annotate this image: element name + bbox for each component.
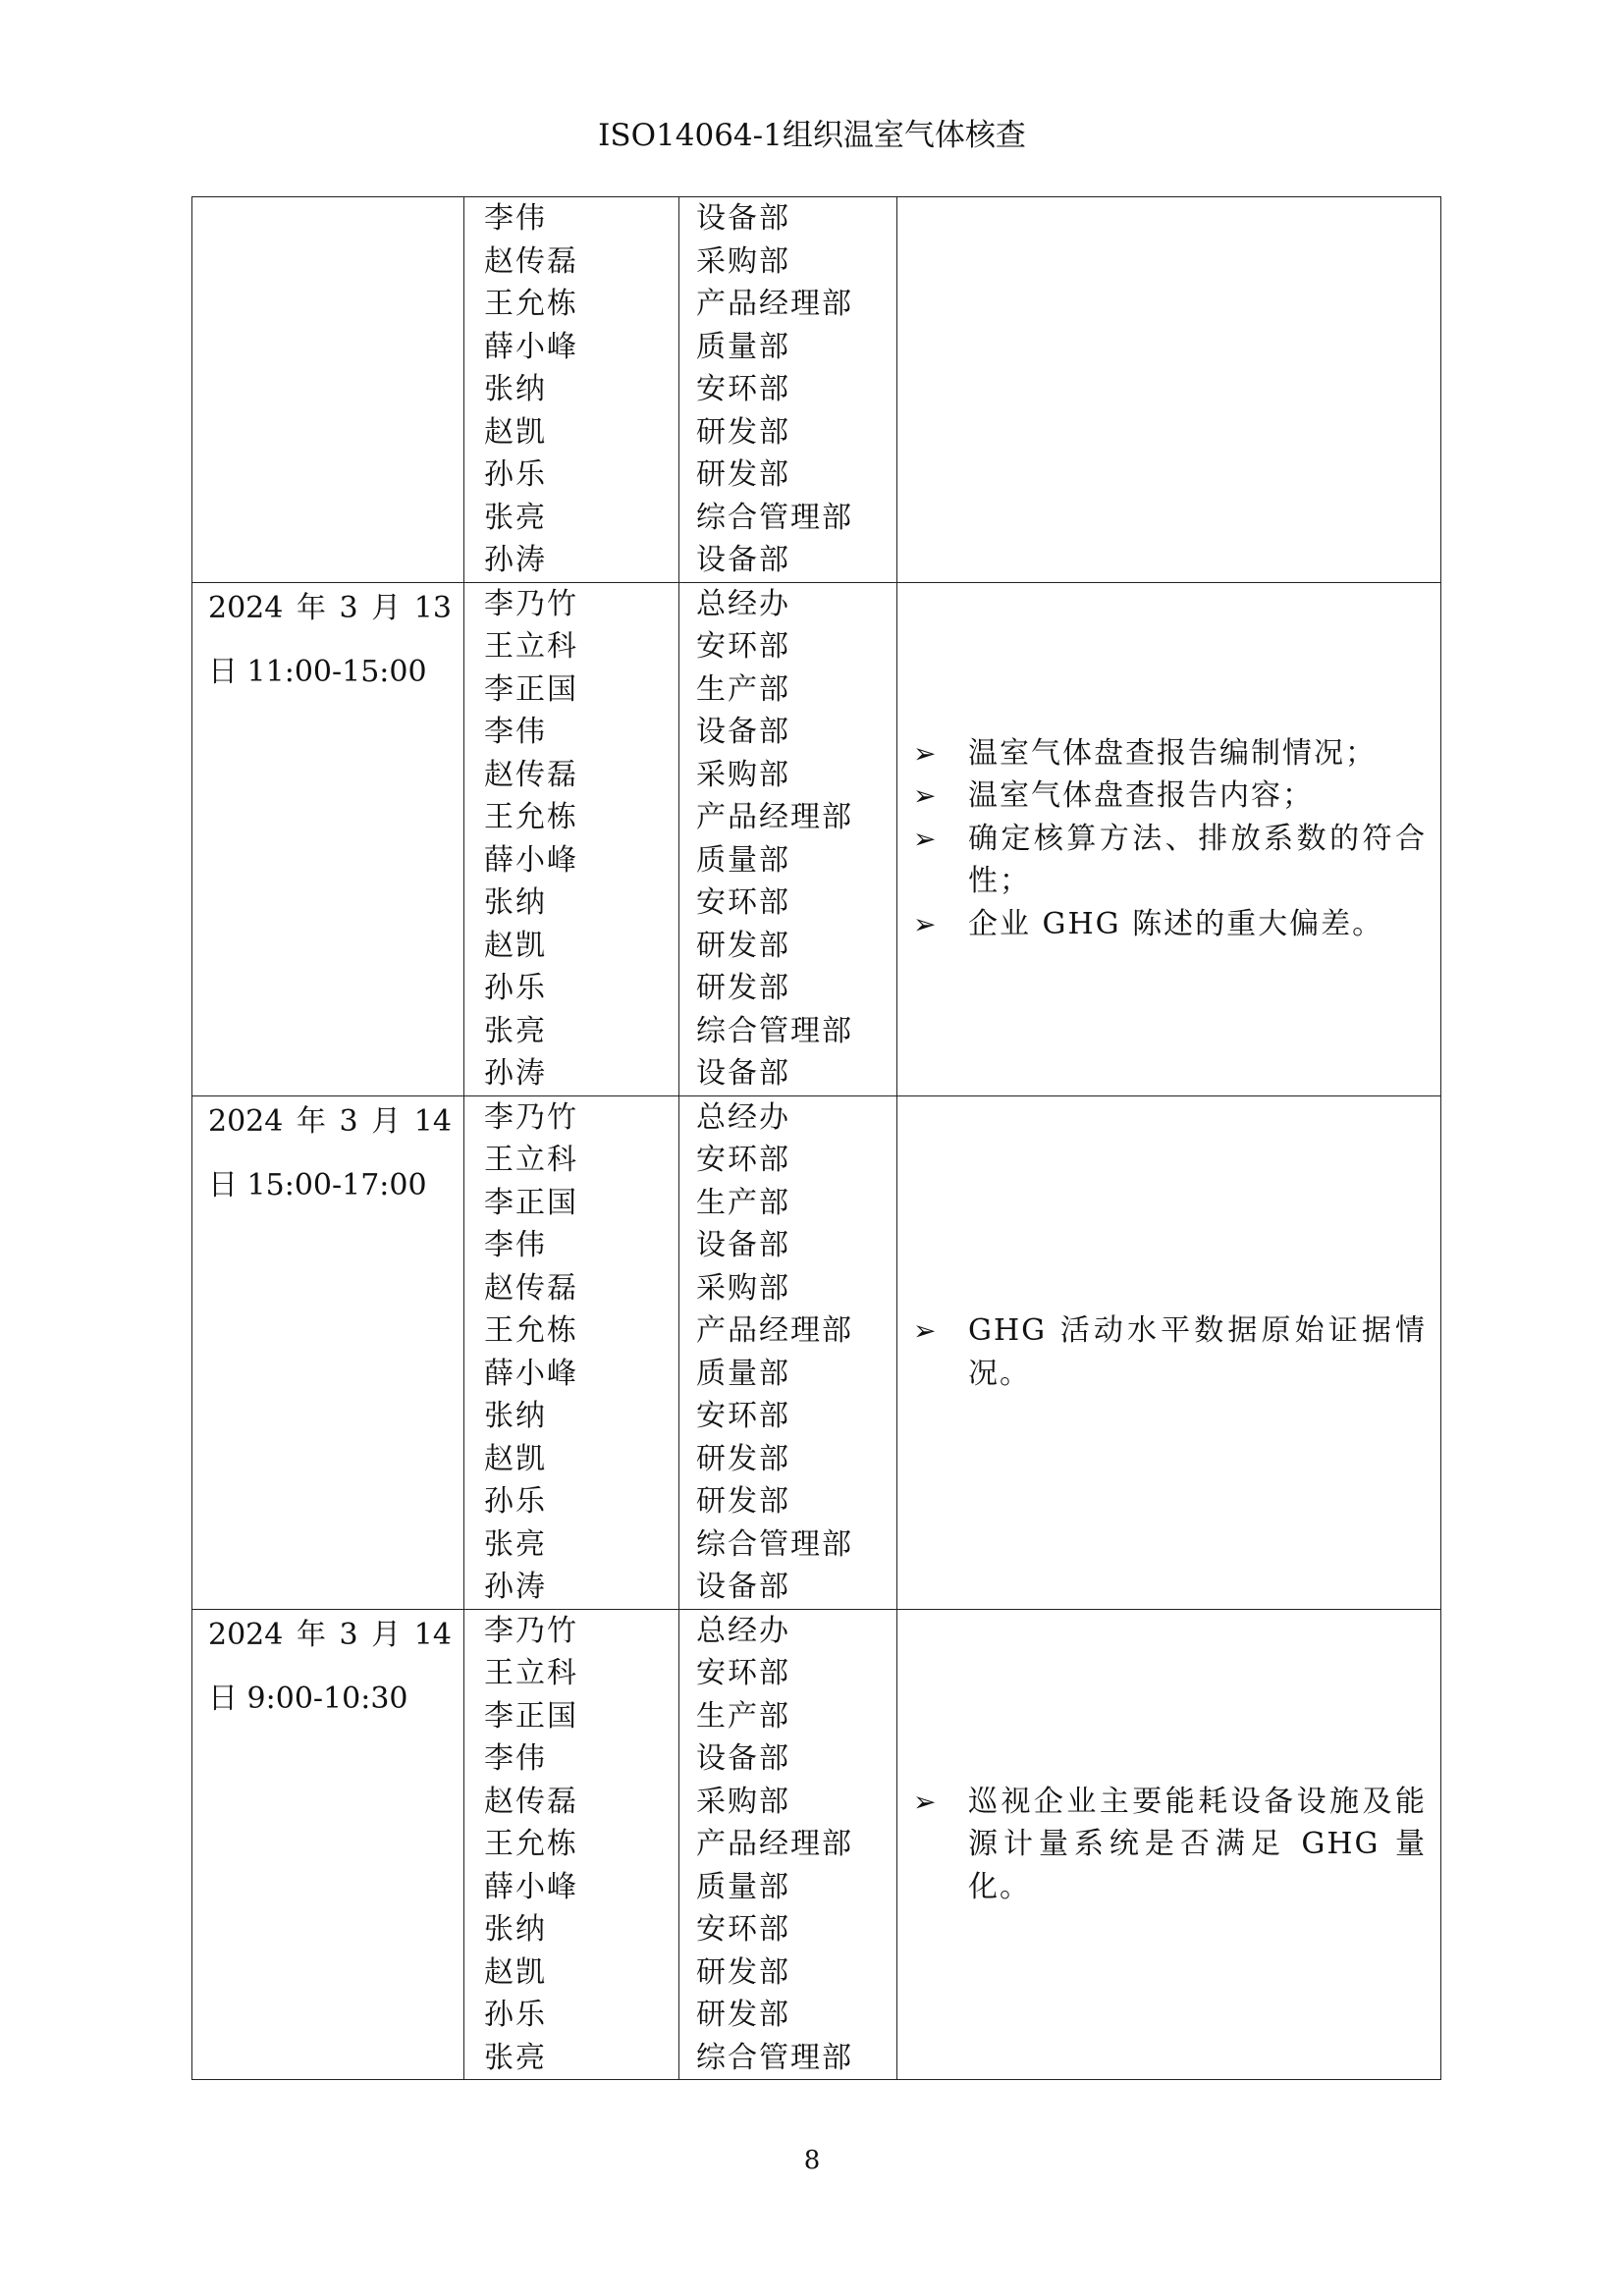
arrowhead-bullet-icon: ➢ [913, 907, 937, 940]
audit-content-cell [897, 1095, 1441, 1609]
attendee-name: 王允栋 [484, 1827, 578, 1861]
time-text: 日 11:00-15:00 [208, 654, 427, 689]
attendee-department: 总经办 [696, 1099, 790, 1135]
attendee-names-cell [464, 1609, 679, 2080]
time-text: 2024 年 3 月 14 [208, 1103, 452, 1139]
attendee-department: 安环部 [696, 629, 790, 664]
schedule-time-line [208, 647, 452, 711]
audit-content-item [913, 1781, 1427, 1909]
audit-content-text: 巡视企业主要能耗设备设施及能源计量系统是否满足 GHG 量化。 [968, 1784, 1427, 1904]
attendee-department: 研发部 [696, 1998, 790, 2032]
audit-content-item [913, 732, 1427, 775]
attendee-department: 研发部 [696, 971, 790, 1005]
attendee-name: 王立科 [484, 1656, 578, 1690]
attendee-department: 采购部 [696, 243, 790, 279]
arrowhead-bullet-icon: ➢ [913, 1785, 937, 1818]
table-row [192, 582, 1441, 1095]
attendee-name: 孙乐 [484, 1484, 547, 1519]
attendee-name: 赵凯 [484, 928, 547, 963]
attendee-department: 产品经理部 [696, 800, 853, 834]
attendee-departments-cell [679, 1609, 897, 2080]
table-row [192, 1609, 1441, 2080]
attendee-department: 产品经理部 [696, 1827, 853, 1861]
attendee-department: 设备部 [696, 715, 790, 749]
schedule-date-line [208, 1610, 452, 1674]
attendee-name: 王允栋 [484, 1313, 578, 1348]
attendee-name: 李伟 [484, 715, 547, 749]
attendee-department: 总经办 [696, 586, 790, 621]
audit-content-text: 温室气体盘查报告内容； [968, 778, 1314, 814]
attendee-name: 李正国 [484, 671, 578, 707]
attendee-department: 质量部 [696, 1356, 790, 1391]
attendee-name: 李乃竹 [484, 1099, 578, 1135]
attendee-department: 综合管理部 [696, 1526, 853, 1562]
schedule-time-line [208, 1674, 452, 1737]
attendee-name: 赵传磊 [484, 1270, 578, 1306]
time-text: 日 9:00-10:30 [208, 1681, 408, 1716]
attendee-name: 王允栋 [484, 800, 578, 834]
attendee-department: 安环部 [696, 372, 790, 406]
page-header-title: ISO14064-1组织温室气体核查 [598, 118, 1026, 153]
attendee-department: 研发部 [696, 928, 790, 963]
attendee-name: 张纳 [484, 372, 547, 406]
attendee-name: 薛小峰 [484, 329, 578, 364]
audit-content-item [913, 818, 1427, 903]
time-text: 2024 年 3 月 14 [208, 1617, 452, 1652]
schedule-date-line [208, 583, 452, 647]
attendee-department: 设备部 [696, 1570, 790, 1604]
table-row [192, 197, 1441, 583]
attendee-name: 李伟 [484, 1228, 547, 1262]
attendee-name: 王立科 [484, 629, 578, 664]
audit-content-cell [897, 1609, 1441, 2080]
attendee-name: 赵传磊 [484, 243, 578, 279]
attendee-department: 产品经理部 [696, 1313, 853, 1348]
attendee-name: 张亮 [484, 1013, 547, 1048]
attendee-name: 王立科 [484, 1143, 578, 1177]
audit-content-text: 确定核算方法、排放系数的符合性； [968, 821, 1427, 899]
attendee-department: 设备部 [696, 1228, 790, 1262]
attendee-name: 孙涛 [484, 1570, 547, 1604]
attendee-names-cell [464, 1095, 679, 1609]
attendee-name: 薛小峰 [484, 842, 578, 878]
arrowhead-bullet-icon: ➢ [913, 1314, 937, 1347]
attendee-name: 孙乐 [484, 1998, 547, 2032]
time-text: 2024 年 3 月 13 [208, 590, 452, 625]
audit-content-cell [897, 197, 1441, 583]
attendee-department: 综合管理部 [696, 500, 853, 535]
attendee-name: 薛小峰 [484, 1869, 578, 1904]
attendee-name: 孙涛 [484, 1056, 547, 1091]
audit-content-cell [897, 582, 1441, 1095]
attendee-name: 张亮 [484, 1526, 547, 1562]
attendee-name: 赵传磊 [484, 757, 578, 792]
attendee-department: 设备部 [696, 1741, 790, 1776]
page-number: 8 [803, 2146, 821, 2175]
attendee-name: 赵凯 [484, 1441, 547, 1476]
attendee-departments-cell [679, 582, 897, 1095]
arrowhead-bullet-icon: ➢ [913, 736, 937, 770]
attendee-department: 采购部 [696, 1784, 790, 1819]
attendee-department: 质量部 [696, 329, 790, 364]
attendee-name: 张亮 [484, 500, 547, 535]
attendee-department: 研发部 [696, 457, 790, 492]
audit-content-text: 温室气体盘查报告编制情况； [968, 735, 1377, 771]
attendee-name: 孙涛 [484, 543, 547, 577]
audit-content-item [913, 774, 1427, 818]
attendee-department: 生产部 [696, 671, 790, 707]
attendee-name: 赵传磊 [484, 1784, 578, 1819]
attendee-department: 安环部 [696, 1912, 790, 1947]
attendee-name: 孙乐 [484, 971, 547, 1005]
table-row [192, 1095, 1441, 1609]
attendee-department: 综合管理部 [696, 1013, 853, 1048]
attendee-department: 质量部 [696, 842, 790, 878]
schedule-date-line [208, 1096, 452, 1160]
attendee-department: 综合管理部 [696, 2040, 853, 2075]
attendee-name: 李乃竹 [484, 586, 578, 621]
attendee-name: 赵凯 [484, 414, 547, 450]
attendee-name: 李乃竹 [484, 1613, 578, 1648]
attendee-department: 安环部 [696, 885, 790, 920]
attendee-department: 安环部 [696, 1143, 790, 1177]
attendee-departments-cell [679, 197, 897, 583]
schedule-time-cell [192, 197, 464, 583]
attendee-names-cell [464, 197, 679, 583]
attendee-name: 王允栋 [484, 287, 578, 321]
attendee-name: 李正国 [484, 1185, 578, 1220]
attendee-department: 质量部 [696, 1869, 790, 1904]
attendee-name: 张纳 [484, 885, 547, 920]
arrowhead-bullet-icon: ➢ [913, 822, 937, 855]
audit-schedule-table [191, 196, 1441, 2080]
attendee-name: 张亮 [484, 2040, 547, 2075]
attendee-name: 张纳 [484, 1912, 547, 1947]
attendee-department: 设备部 [696, 201, 790, 236]
attendee-names-cell [464, 582, 679, 1095]
attendee-department: 产品经理部 [696, 287, 853, 321]
schedule-time-line [208, 1160, 452, 1224]
attendee-department: 安环部 [696, 1656, 790, 1690]
schedule-time-cell [192, 1095, 464, 1609]
schedule-time-cell [192, 582, 464, 1095]
audit-content-text: 企业 GHG 陈述的重大偏差。 [968, 906, 1384, 941]
audit-content-item [913, 1309, 1427, 1395]
schedule-time-cell [192, 1609, 464, 2080]
attendee-department: 研发部 [696, 1954, 790, 1990]
attendee-name: 赵凯 [484, 1954, 547, 1990]
attendee-name: 薛小峰 [484, 1356, 578, 1391]
attendee-department: 研发部 [696, 1484, 790, 1519]
attendee-name: 李伟 [484, 201, 547, 236]
arrowhead-bullet-icon: ➢ [913, 779, 937, 813]
attendee-departments-cell [679, 1095, 897, 1609]
attendee-department: 安环部 [696, 1399, 790, 1433]
attendee-department: 生产部 [696, 1698, 790, 1734]
attendee-department: 设备部 [696, 543, 790, 577]
time-text: 日 15:00-17:00 [208, 1167, 427, 1202]
attendee-department: 设备部 [696, 1056, 790, 1091]
attendee-department: 总经办 [696, 1613, 790, 1648]
attendee-department: 采购部 [696, 1270, 790, 1306]
attendee-name: 李伟 [484, 1741, 547, 1776]
audit-content-item [913, 903, 1427, 946]
attendee-name: 张纳 [484, 1399, 547, 1433]
attendee-name: 孙乐 [484, 457, 547, 492]
attendee-department: 研发部 [696, 1441, 790, 1476]
table-body [192, 197, 1441, 2080]
attendee-department: 研发部 [696, 414, 790, 450]
audit-content-text: GHG 活动水平数据原始证据情况。 [968, 1313, 1427, 1391]
attendee-department: 生产部 [696, 1185, 790, 1220]
attendee-department: 采购部 [696, 757, 790, 792]
attendee-name: 李正国 [484, 1698, 578, 1734]
